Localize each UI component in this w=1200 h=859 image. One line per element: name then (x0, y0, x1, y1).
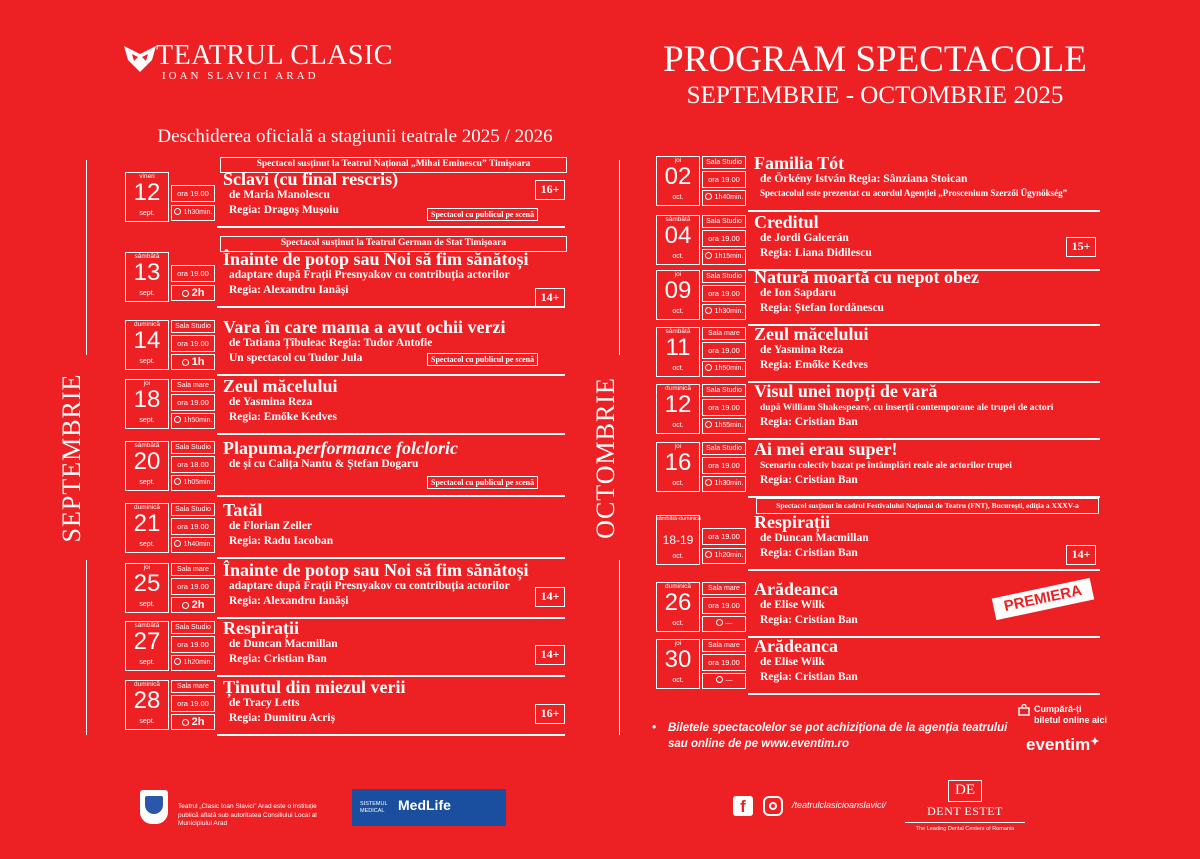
clock-icon (182, 359, 189, 366)
show-title: Visul unei nopți de vară (754, 381, 938, 401)
show-title: Arădeanca (754, 636, 838, 656)
director: Regia: Liana Didilescu (760, 247, 872, 259)
clock-icon (174, 540, 181, 547)
social-handle[interactable]: /teatrulclasicioanslavici/ (792, 800, 887, 810)
show-title: Ținutul din miezul verii (223, 677, 406, 697)
weekday: sâmbătă (134, 622, 160, 629)
duration: 1h20min. (702, 548, 746, 564)
event-row (656, 324, 1101, 385)
start-time: ora 19.00 (171, 695, 215, 712)
month-abbr: oct. (672, 677, 684, 684)
row-underline (217, 557, 565, 559)
ticket-info (652, 720, 1012, 752)
director: Regia: Emőke Kedves (760, 359, 868, 371)
start-time: ora 19.00 (171, 578, 215, 595)
show-title: Vara în care mama a avut ochii verzi (223, 317, 506, 337)
show-title: Respirații (754, 512, 830, 532)
event-row (656, 267, 1101, 328)
audience-on-stage-note: Spectacol cu publicul pe scenă (427, 476, 538, 489)
director: Regia: Dumitru Acriș (229, 712, 336, 724)
show-title: Respirații (223, 618, 299, 638)
age-rating: 16+ (535, 704, 565, 724)
start-time: ora 19.00 (171, 394, 215, 411)
clock-icon (174, 208, 181, 215)
director: Regia: Cristian Ban (760, 547, 858, 559)
event-row (125, 376, 565, 437)
duration: 1h50min. (702, 361, 746, 377)
hall: Sala Studio (702, 215, 746, 228)
day-number: 12 (133, 179, 161, 206)
show-title: Sclavi (cu final rescris) (223, 169, 399, 189)
clock-icon (705, 307, 712, 314)
day-number: 25 (133, 570, 161, 597)
start-time: ora 19.00 (702, 528, 746, 545)
author: de Yasmina Reza (229, 396, 313, 408)
age-rating: 15+ (1066, 237, 1096, 257)
director: Regia: Dragoș Mușoiu (229, 204, 339, 216)
author: de Maria Manolescu (229, 189, 330, 201)
event-row (656, 439, 1101, 500)
month-abbr: oct. (672, 422, 684, 429)
show-title: Tatăl (223, 500, 263, 520)
medlife-small-text: SISTEMUL MEDICAL (360, 801, 388, 814)
clock-icon (174, 658, 181, 665)
program-title: PROGRAM SPECTACOLE (663, 39, 1087, 80)
row-underline (217, 495, 565, 497)
event-row (125, 317, 565, 378)
clock-icon (705, 364, 712, 371)
start-time: ora 19.00 (171, 636, 215, 653)
day-number: 14 (133, 327, 161, 354)
facebook-icon[interactable]: f (733, 796, 753, 816)
show-title: Ai mei erau super! (754, 439, 898, 459)
arad-coat-of-arms-icon (140, 790, 168, 824)
logo-name: TEATRUL CLASIC (156, 40, 393, 71)
event-row (656, 153, 1101, 214)
bullet: • (652, 722, 657, 734)
show-title: Familia Tót (754, 153, 845, 173)
hall: Sala Studio (171, 441, 215, 454)
start-time: ora 19.00 (702, 597, 746, 614)
day-number: 02 (664, 163, 692, 190)
start-time: ora 19.00 (171, 265, 215, 282)
month-abbr: sept. (139, 290, 155, 297)
shopping-bag-icon (1018, 704, 1030, 716)
age-rating: 14+ (535, 587, 565, 607)
clock-icon (182, 719, 189, 726)
month-abbr: sept. (139, 358, 155, 365)
buy-online-text: Cumpără-ți biletul online aici (1034, 704, 1108, 725)
day-number: 16 (664, 449, 692, 476)
director: Regia: Cristian Ban (760, 671, 858, 683)
clock-icon (174, 478, 181, 485)
dent-estet-logo (905, 780, 1025, 832)
clock-icon (182, 602, 189, 609)
director: Regia: Cristian Ban (760, 474, 858, 486)
month-label-october: OCTOMBRIE (591, 377, 620, 539)
duration: 1h20min. (171, 655, 215, 671)
director: Regia: Cristian Ban (760, 416, 858, 428)
director: Regia: Emőke Kedves (229, 411, 337, 423)
start-time: ora 18.00 (171, 456, 215, 473)
duration: 2h (171, 714, 215, 730)
show-title: Arădeanca (754, 579, 838, 599)
weekday: sâmbătă-duminică (656, 516, 701, 522)
program-period: SEPTEMBRIE - OCTOMBRIE 2025 (686, 82, 1064, 109)
hall: Sala Studio (702, 384, 746, 397)
show-title: Creditul (754, 212, 819, 232)
author: de Tracy Letts (229, 697, 300, 709)
script-credit: Scenariu colectiv bazat pe întâmplări reale ale actorilor trupei (760, 461, 1012, 471)
hall: Sala Studio (702, 156, 746, 169)
instagram-icon[interactable] (763, 796, 783, 816)
adaptation-credit: adaptare după Frații Presnyakov cu contribuția actorilor (229, 580, 510, 592)
dent-estet-mark: DE (948, 780, 982, 802)
duration: — (702, 673, 746, 689)
row-underline (217, 734, 565, 736)
divider (905, 822, 1025, 823)
age-rating: 16+ (535, 180, 565, 200)
clock-icon (705, 252, 712, 259)
medlife-name: MedLife (398, 797, 451, 813)
creators: de și cu Calița Nantu & Ștefan Dogaru (229, 458, 419, 470)
author: de Jordi Galcerán (760, 232, 849, 244)
show-title: Înainte de potop sau Noi să fim sănătoși (223, 249, 529, 269)
audience-on-stage-note: Spectacol cu publicul pe scenă (427, 208, 538, 221)
hall: Sala Studio (702, 270, 746, 283)
day-number: 18-19 (662, 533, 694, 547)
adaptation-credit: după William Shakespeare, cu inserții contemporane ale trupei de actori (760, 403, 1054, 413)
month-abbr: oct. (672, 194, 684, 201)
duration: 1h15min. (702, 249, 746, 265)
show-title: Zeul măcelului (223, 376, 338, 396)
row-underline (217, 306, 565, 308)
duration: 1h40min. (702, 190, 746, 206)
director: Regia: Radu Iacoban (229, 535, 334, 547)
duration: 2h (171, 285, 215, 301)
start-time: ora 19.00 (702, 457, 746, 474)
event-row (125, 500, 565, 561)
weekday: sâmbătă (134, 253, 160, 260)
hall: Sala Studio (171, 503, 215, 516)
start-time: ora 19.00 (171, 518, 215, 535)
theatre-mask-icon (122, 42, 158, 76)
day-number: 18 (133, 386, 161, 413)
venue-note: Spectacol susținut în cadrul Festivalului Național de Teatru (FNT), București, ediția a XXXV-a (756, 498, 1099, 514)
author: de Elise Wilk (760, 599, 825, 611)
author-director: de Tatiana Țîbuleac Regia: Tudor Antofie (229, 337, 433, 349)
author: de Ion Sapdaru (760, 287, 837, 299)
weekday: sâmbătă (665, 216, 691, 223)
weekday: joi (143, 564, 151, 571)
venue-note: Spectacol susținut la Teatrul Național „Mihai Eminescu” Timișoara (220, 157, 567, 173)
event-row (125, 677, 565, 738)
hall: Sala Studio (171, 621, 215, 634)
premiere-stamp: PREMIERA (992, 578, 1094, 620)
director: Regia: Cristian Ban (760, 614, 858, 626)
show-title: Natură moartă cu nepot obez (754, 267, 979, 287)
month-abbr: oct. (672, 480, 684, 487)
venue-note: Spectacol susținut la Teatrul German de Stat Timișoara (220, 236, 567, 252)
author: de Florian Zeller (229, 520, 313, 532)
weekday: duminică (664, 583, 691, 590)
day-number: 27 (133, 628, 161, 655)
month-abbr: sept. (139, 417, 155, 424)
month-divider (86, 560, 87, 735)
start-time: ora 19.00 (702, 171, 746, 188)
author: de Elise Wilk (760, 656, 825, 668)
clock-icon (705, 421, 712, 428)
ticket-info-text: Biletele spectacolelor se pot achiziționa de la agenția teatrului sau online de pe www.eventim.ro (668, 722, 1008, 750)
month-abbr: sept. (139, 479, 155, 486)
duration: 1h (171, 354, 215, 370)
day-number: 26 (664, 589, 692, 616)
day-number: 20 (133, 448, 161, 475)
event-row (656, 381, 1101, 442)
month-abbr: sept. (139, 601, 155, 608)
weekday: vineri (139, 173, 155, 180)
duration: 1h55min. (702, 418, 746, 434)
clock-icon (716, 676, 723, 683)
hall: Sala Studio (702, 442, 746, 455)
age-rating: 14+ (535, 645, 565, 665)
duration: 1h30min. (171, 205, 215, 221)
medlife-logo (352, 789, 506, 826)
weekday: joi (674, 443, 682, 450)
month-abbr: oct. (672, 253, 684, 260)
duration: 1h30min. (702, 476, 746, 492)
adaptation-credit: adaptare după Frații Presnyakov cu contribuția actorilor (229, 269, 510, 281)
weekday: duminică (664, 385, 691, 392)
day-number: 09 (664, 277, 692, 304)
month-abbr: oct. (672, 620, 684, 627)
clock-icon (705, 193, 712, 200)
start-time: ora 19.00 (702, 342, 746, 359)
author: de Duncan Macmillan (229, 638, 338, 650)
show-title: Zeul măcelului (754, 324, 869, 344)
clock-icon (182, 290, 189, 297)
hall: Sala mare (702, 639, 746, 652)
weekday: duminică (133, 504, 160, 511)
weekday: sâmbătă (665, 328, 691, 335)
day-number: 04 (664, 222, 692, 249)
show-title: Plapuma.performance folcloric (223, 438, 458, 458)
director: Regia: Alexandru Ianăși (229, 284, 349, 296)
age-rating: 14+ (1066, 545, 1096, 565)
logo-subtitle: IOAN SLAVICI ARAD (162, 70, 319, 82)
row-underline (748, 693, 1100, 695)
audience-on-stage-note: Spectacol cu publicul pe scenă (427, 353, 538, 366)
start-time: ora 19.00 (702, 399, 746, 416)
month-abbr: sept. (139, 659, 155, 666)
day-number: 13 (133, 259, 161, 286)
show-title: Înainte de potop sau Noi să fim sănătoși (223, 560, 529, 580)
weekday: joi (674, 271, 682, 278)
row-underline (217, 433, 565, 435)
month-divider (86, 160, 87, 355)
month-abbr: oct. (672, 365, 684, 372)
clock-icon (174, 416, 181, 423)
event-row (125, 169, 565, 230)
theatre-logo (122, 40, 393, 86)
duration: 1h30min. (702, 304, 746, 320)
event-row (125, 438, 565, 499)
hall: Sala mare (171, 563, 215, 576)
row-underline (748, 569, 1100, 571)
start-time: ora 19.00 (702, 230, 746, 247)
rights-note: Spectacolul este prezentat cu acordul Agenției „Proscenium Szerzői Ügynökség” (760, 188, 1068, 198)
start-time: ora 19.00 (171, 185, 215, 202)
event-row (656, 636, 1101, 697)
day-number: 21 (133, 510, 161, 537)
day-number: 30 (664, 646, 692, 673)
event-row (125, 560, 565, 621)
clock-icon (705, 551, 712, 558)
duration: 1h05min. (171, 475, 215, 491)
day-number: 11 (665, 334, 691, 361)
eventim-logo[interactable]: eventim✦ (1026, 735, 1100, 754)
weekday: sâmbătă (134, 442, 160, 449)
hall: Sala mare (702, 327, 746, 340)
duration: 2h (171, 597, 215, 613)
row-underline (217, 226, 565, 228)
season-opening: Deschiderea oficială a stagiunii teatrale 2025 / 2026 (157, 126, 553, 147)
weekday: duminică (133, 321, 160, 328)
month-abbr: sept. (139, 210, 155, 217)
weekday: duminică (133, 681, 160, 688)
month-abbr: sept. (139, 541, 155, 548)
start-time: ora 19.00 (702, 654, 746, 671)
month-divider (619, 560, 620, 735)
hall: Sala mare (702, 582, 746, 595)
day-number: 28 (133, 687, 161, 714)
clock-icon (716, 619, 723, 626)
event-row (656, 212, 1101, 273)
sparkle-icon: ✦ (1090, 736, 1100, 748)
dent-estet-tagline: The Leading Dental Centers of Romania (915, 826, 1015, 832)
institution-note: Teatrul „Clasic Ioan Slavici” Arad este o instituție publică aflată sub autoritatea Consiliului Local al Municipiului Arad (178, 803, 317, 827)
hall: Sala Studio (171, 320, 215, 333)
weekday: joi (143, 380, 151, 387)
director: Regia: Ștefan Iordănescu (760, 302, 884, 314)
duration: 1h50min. (171, 413, 215, 429)
cast: Un spectacol cu Tudor Jula (229, 352, 363, 364)
age-rating: 14+ (535, 288, 565, 308)
author: de Duncan Macmillan (760, 532, 869, 544)
month-abbr: oct. (672, 553, 684, 560)
author-director: de Örkény István Regia: Sânziana Stoican (760, 173, 968, 185)
buy-online-link[interactable] (1018, 704, 1108, 726)
dent-estet-name: DENT ESTET (927, 804, 1003, 818)
month-abbr: sept. (139, 718, 155, 725)
director: Regia: Alexandru Ianăși (229, 595, 349, 607)
author: de Yasmina Reza (760, 344, 844, 356)
event-row (656, 512, 1101, 573)
duration: — (702, 616, 746, 632)
hall: Sala mare (171, 379, 215, 392)
hall: Sala mare (171, 680, 215, 693)
clock-icon (705, 479, 712, 486)
month-label-september: SEPTEMBRIE (57, 373, 86, 543)
weekday: joi (674, 157, 682, 164)
event-row (125, 618, 565, 679)
start-time: ora 19.00 (171, 335, 215, 352)
event-row (125, 249, 565, 310)
duration: 1h40min. (171, 537, 215, 553)
weekday: joi (674, 640, 682, 647)
day-number: 12 (664, 391, 692, 418)
month-divider (619, 160, 620, 355)
director: Regia: Cristian Ban (229, 653, 327, 665)
start-time: ora 19.00 (702, 285, 746, 302)
month-abbr: oct. (672, 308, 684, 315)
